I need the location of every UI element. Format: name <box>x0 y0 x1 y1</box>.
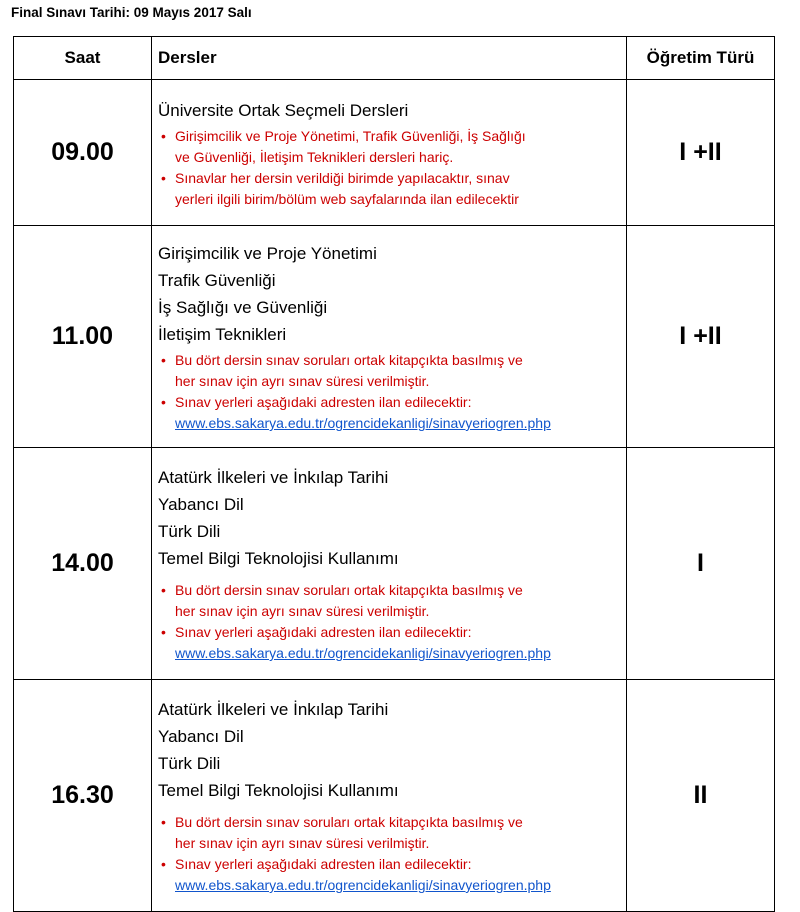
note-item <box>158 126 620 168</box>
notes-list <box>158 126 620 210</box>
exam-location-link[interactable]: www.ebs.sakarya.edu.tr/ogrencidekanligi/sinavyeriogren.php <box>175 645 551 661</box>
table-row <box>14 226 775 448</box>
education-type: II <box>627 680 775 912</box>
course-name: İş Sağlığı ve Güvenliği <box>158 298 328 317</box>
note-item <box>158 622 620 664</box>
note-line: Bu dört dersin sınav soruları ortak kitapçıkta basılmış ve <box>175 352 523 368</box>
exam-time: 11.00 <box>14 226 152 448</box>
course-name: Atatürk İlkeleri ve İnkılap Tarihi <box>158 468 389 487</box>
exam-time: 16.30 <box>14 680 152 912</box>
table-header-row <box>14 37 775 80</box>
exam-schedule-table <box>13 36 775 912</box>
note-item <box>158 168 620 210</box>
note-line: yerleri ilgili birim/bölüm web sayfalarında ilan edilecektir <box>175 190 519 207</box>
exam-time: 14.00 <box>14 448 152 680</box>
note-line: ve Güvenliği, İletişim Teknikleri dersleri hariç. <box>175 148 454 165</box>
note-item <box>158 392 620 434</box>
course-list <box>152 226 627 448</box>
note-item <box>158 854 620 896</box>
course-name: Atatürk İlkeleri ve İnkılap Tarihi <box>158 700 389 719</box>
course-name: Türk Dili <box>158 522 221 541</box>
note-line: Bu dört dersin sınav soruları ortak kitapçıkta basılmış ve <box>175 814 523 830</box>
header-dersler: Dersler <box>152 37 627 80</box>
notes-list <box>158 580 620 664</box>
note-line: Sınav yerleri aşağıdaki adresten ilan edilecektir: <box>175 624 472 640</box>
header-ogretim-turu: Öğretim Türü <box>627 37 775 80</box>
table-row <box>14 680 775 912</box>
page-title: Final Sınavı Tarihi: 09 Mayıs 2017 Salı <box>11 5 252 20</box>
note-line: Sınav yerleri aşağıdaki adresten ilan edilecektir: <box>175 856 472 872</box>
exam-location-link[interactable]: www.ebs.sakarya.edu.tr/ogrencidekanligi/sinavyeriogren.php <box>175 877 551 893</box>
exam-time: 09.00 <box>14 80 152 226</box>
course-name: Üniversite Ortak Seçmeli Dersleri <box>158 100 409 120</box>
course-name: Temel Bilgi Teknolojisi Kullanımı <box>158 549 399 568</box>
note-line: Girişimcilik ve Proje Yönetimi, Trafik Güvenliği, İş Sağlığı <box>175 127 526 144</box>
note-item <box>158 812 620 854</box>
education-type: I <box>627 448 775 680</box>
note-line: Bu dört dersin sınav soruları ortak kitapçıkta basılmış ve <box>175 582 523 598</box>
course-name: Trafik Güvenliği <box>158 271 276 290</box>
note-line: Sınav yerleri aşağıdaki adresten ilan edilecektir: <box>175 394 472 410</box>
notes-list <box>158 812 620 896</box>
course-list <box>152 80 627 226</box>
course-name: Türk Dili <box>158 754 221 773</box>
note-line: her sınav için ayrı sınav süresi verilmiştir. <box>175 603 430 619</box>
note-line: her sınav için ayrı sınav süresi verilmiştir. <box>175 835 430 851</box>
education-type: I +II <box>627 226 775 448</box>
exam-location-link[interactable]: www.ebs.sakarya.edu.tr/ogrencidekanligi/sinavyeriogren.php <box>175 415 551 431</box>
course-name: Temel Bilgi Teknolojisi Kullanımı <box>158 781 399 800</box>
course-list <box>152 448 627 680</box>
note-line: Sınavlar her dersin verildiği birimde yapılacaktır, sınav <box>175 169 510 186</box>
course-list <box>152 680 627 912</box>
course-name: Yabancı Dil <box>158 495 244 514</box>
note-item <box>158 580 620 622</box>
notes-list <box>158 350 620 434</box>
header-saat: Saat <box>14 37 152 80</box>
table-row <box>14 448 775 680</box>
education-type: I +II <box>627 80 775 226</box>
course-name: Yabancı Dil <box>158 727 244 746</box>
table-row <box>14 80 775 226</box>
course-name: İletişim Teknikleri <box>158 325 287 344</box>
note-line: her sınav için ayrı sınav süresi verilmiştir. <box>175 373 430 389</box>
note-item <box>158 350 620 392</box>
course-name: Girişimcilik ve Proje Yönetimi <box>158 244 377 263</box>
